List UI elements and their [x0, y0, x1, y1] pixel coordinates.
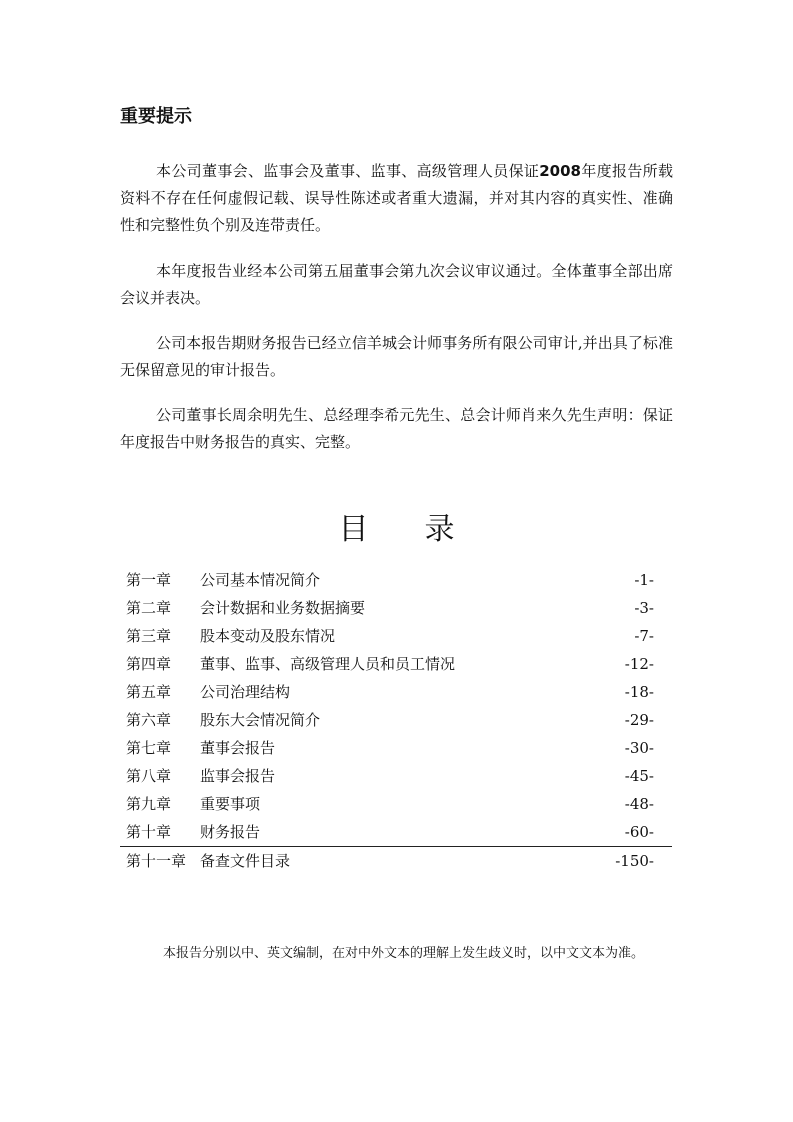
- guarantee-text-end: 年度报告所载资料不存在任何虚假记载、误导性陈述或者重大遗漏，并对其内容的真实性、准确性和完整性负个别及连带责任。: [120, 162, 673, 234]
- guarantee-text-start: 本公司董事会、监事会及董事、监事、高级管理人员保证: [156, 162, 540, 180]
- toc-chapter: 第三章: [126, 627, 172, 645]
- toc-row[interactable]: [120, 847, 672, 875]
- toc-chapter-name: 重要事项: [200, 795, 261, 813]
- toc-page-number: -3-: [634, 599, 654, 617]
- toc-chapter: 第七章: [126, 739, 172, 757]
- toc-chapter-name: 会计数据和业务数据摘要: [200, 599, 366, 617]
- toc-chapter-name: 董事、监事、高级管理人员和员工情况: [200, 655, 456, 673]
- toc-chapter: 第六章: [126, 711, 172, 729]
- toc-title-char-1: 目: [338, 512, 369, 547]
- toc-chapter-name: 备查文件目录: [200, 852, 291, 870]
- toc-row[interactable]: [120, 594, 672, 622]
- notice-paragraph-guarantee: [120, 158, 673, 239]
- report-year: 2008: [539, 162, 581, 180]
- toc-chapter-name: 公司基本情况简介: [200, 571, 321, 589]
- toc-row[interactable]: [120, 818, 672, 847]
- toc-row[interactable]: [120, 622, 672, 650]
- table-of-contents: [120, 566, 672, 875]
- toc-page-number: -29-: [624, 711, 654, 729]
- toc-title: [0, 508, 793, 552]
- toc-chapter: 第十章: [126, 823, 172, 841]
- toc-chapter-name: 财务报告: [200, 823, 261, 841]
- toc-row[interactable]: [120, 566, 672, 594]
- toc-page-number: -60-: [624, 823, 654, 841]
- toc-row[interactable]: [120, 790, 672, 818]
- toc-chapter: 第十一章: [126, 852, 187, 870]
- toc-row[interactable]: [120, 706, 672, 734]
- toc-chapter: 第四章: [126, 655, 172, 673]
- notice-paragraph-statement: 公司董事长周余明先生、总经理李希元先生、总会计师肖来久先生声明：保证年度报告中财务报告的真实、完整。: [120, 406, 673, 451]
- toc-chapter-name: 股本变动及股东情况: [200, 627, 336, 645]
- toc-page-number: -12-: [624, 655, 654, 673]
- toc-row[interactable]: [120, 762, 672, 790]
- notice-title: 重要提示: [120, 106, 192, 127]
- notice-paragraph-audit: 公司本报告期财务报告已经立信羊城会计师事务所有限公司审计,并出具了标准无保留意见的审计报告。: [120, 334, 673, 379]
- toc-page-number: -45-: [624, 767, 654, 785]
- notice-paragraph-approval: 本年度报告业经本公司第五届董事会第九次会议审议通过。全体董事全部出席会议并表决。: [120, 262, 673, 307]
- toc-page-number: -1-: [634, 571, 654, 589]
- toc-chapter: 第八章: [126, 767, 172, 785]
- toc-row[interactable]: [120, 650, 672, 678]
- toc-chapter: 第一章: [126, 571, 172, 589]
- toc-chapter-name: 公司治理结构: [200, 683, 291, 701]
- toc-chapter-name: 监事会报告: [200, 767, 276, 785]
- toc-row[interactable]: [120, 678, 672, 706]
- toc-page-number: -150-: [615, 852, 654, 870]
- toc-page-number: -18-: [624, 683, 654, 701]
- toc-chapter: 第五章: [126, 683, 172, 701]
- toc-page-number: -30-: [624, 739, 654, 757]
- toc-chapter: 第二章: [126, 599, 172, 617]
- language-footnote: 本报告分别以中、英文编制，在对中外文本的理解上发生歧义时，以中文文本为准。: [162, 946, 644, 961]
- toc-row[interactable]: [120, 734, 672, 762]
- toc-chapter-name: 董事会报告: [200, 739, 276, 757]
- toc-page-number: -48-: [624, 795, 654, 813]
- toc-chapter-name: 股东大会情况简介: [200, 711, 321, 729]
- toc-title-char-2: 录: [424, 512, 455, 547]
- toc-chapter: 第九章: [126, 795, 172, 813]
- toc-page-number: -7-: [634, 627, 654, 645]
